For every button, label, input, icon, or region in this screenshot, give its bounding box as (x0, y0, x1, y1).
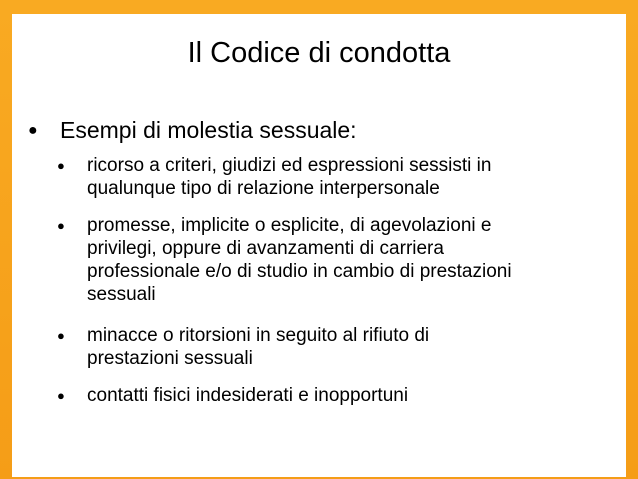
bullet-icon: ● (28, 122, 38, 139)
sub-bullet-text: ricorso a criteri, giudizi ed espressioni sessisti in qualunque tipo di relazione interpersonale (87, 155, 492, 199)
bullet-icon: ● (57, 218, 65, 233)
main-bullet-text: Esempi di molestia sessuale: (60, 117, 357, 143)
sub-bullet-text: minacce o ritorsioni in seguito al rifiuto di prestazioni sessuali (87, 325, 430, 369)
sub-bullet-text: contatti fisici indesiderati e inopportuni (87, 385, 409, 406)
bullet-icon: ● (57, 158, 65, 173)
sub-bullet-text: promesse, implicite o esplicite, di agevolazioni e privilegi, oppure di avanzamenti di carriera professionale e/o di studio in cambio di prestazioni sessuali (87, 215, 512, 305)
slide-title: Il Codice di condotta (187, 37, 451, 69)
bullet-icon: ● (57, 388, 65, 403)
bullet-icon: ● (57, 328, 65, 343)
